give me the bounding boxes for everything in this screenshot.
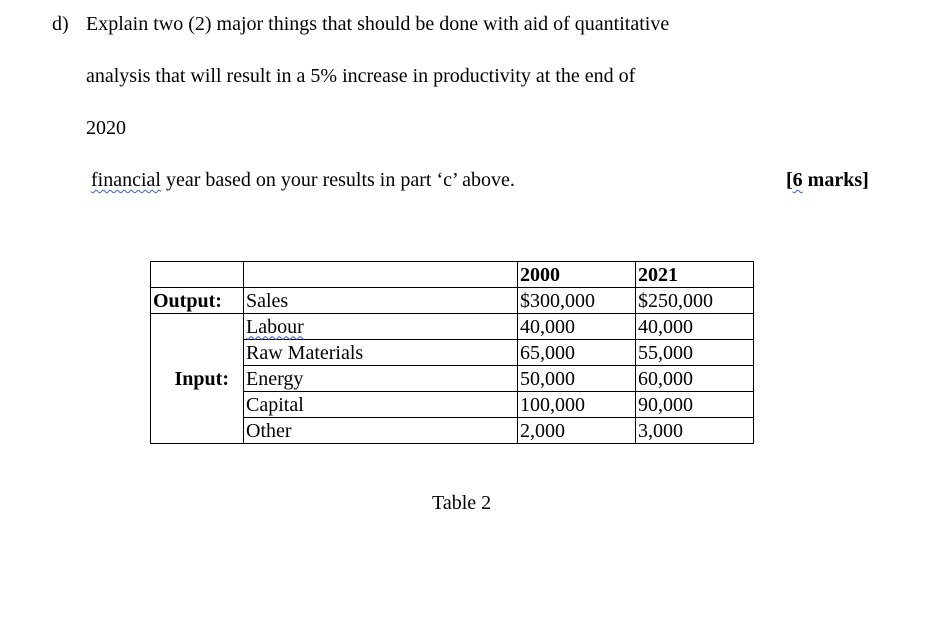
row-item: Other bbox=[244, 418, 518, 444]
row-value-2000: 100,000 bbox=[518, 392, 636, 418]
row-item: Energy bbox=[244, 366, 518, 392]
spellcheck-word: Labour bbox=[246, 315, 304, 338]
row-value-2021: 90,000 bbox=[636, 392, 754, 418]
row-value-2000: 40,000 bbox=[518, 314, 636, 340]
table-empty-cell bbox=[244, 262, 518, 288]
question-line-4-text: year based on your results in part ‘c’ above. bbox=[160, 169, 515, 191]
question-line-2: analysis that will result in a 5% increase in productivity at the end of bbox=[86, 65, 636, 87]
marks-label bbox=[786, 168, 869, 192]
input-label: Input: bbox=[151, 314, 244, 444]
row-value-2021: 40,000 bbox=[636, 314, 754, 340]
table-caption: Table 2 bbox=[432, 492, 492, 514]
marks-text: marks] bbox=[802, 169, 869, 191]
table-empty-cell bbox=[151, 262, 244, 288]
row-value-2000: $300,000 bbox=[518, 288, 636, 314]
row-value-2021: $250,000 bbox=[636, 288, 754, 314]
question-line-1: Explain two (2) major things that should be done with aid of quantitative bbox=[86, 13, 670, 35]
question-line-4 bbox=[91, 168, 515, 192]
table-header-row bbox=[151, 262, 754, 288]
marks-open: [ bbox=[786, 169, 793, 191]
spellcheck-word: financial bbox=[91, 169, 161, 191]
marks-number: 6 bbox=[792, 169, 803, 191]
row-value-2000: 2,000 bbox=[518, 418, 636, 444]
year-header-2021: 2021 bbox=[636, 262, 754, 288]
row-value-2021: 3,000 bbox=[636, 418, 754, 444]
row-value-2021: 60,000 bbox=[636, 366, 754, 392]
row-value-2000: 65,000 bbox=[518, 340, 636, 366]
question-line-3: 2020 bbox=[86, 117, 126, 139]
output-label: Output: bbox=[151, 288, 244, 314]
productivity-table bbox=[150, 261, 754, 444]
table-row bbox=[151, 314, 754, 340]
question-label: d) bbox=[52, 13, 69, 35]
year-header-2000: 2000 bbox=[518, 262, 636, 288]
table-row bbox=[151, 288, 754, 314]
row-item bbox=[244, 314, 518, 340]
row-value-2021: 55,000 bbox=[636, 340, 754, 366]
row-value-2000: 50,000 bbox=[518, 366, 636, 392]
row-item: Raw Materials bbox=[244, 340, 518, 366]
row-item: Capital bbox=[244, 392, 518, 418]
row-item: Sales bbox=[244, 288, 518, 314]
